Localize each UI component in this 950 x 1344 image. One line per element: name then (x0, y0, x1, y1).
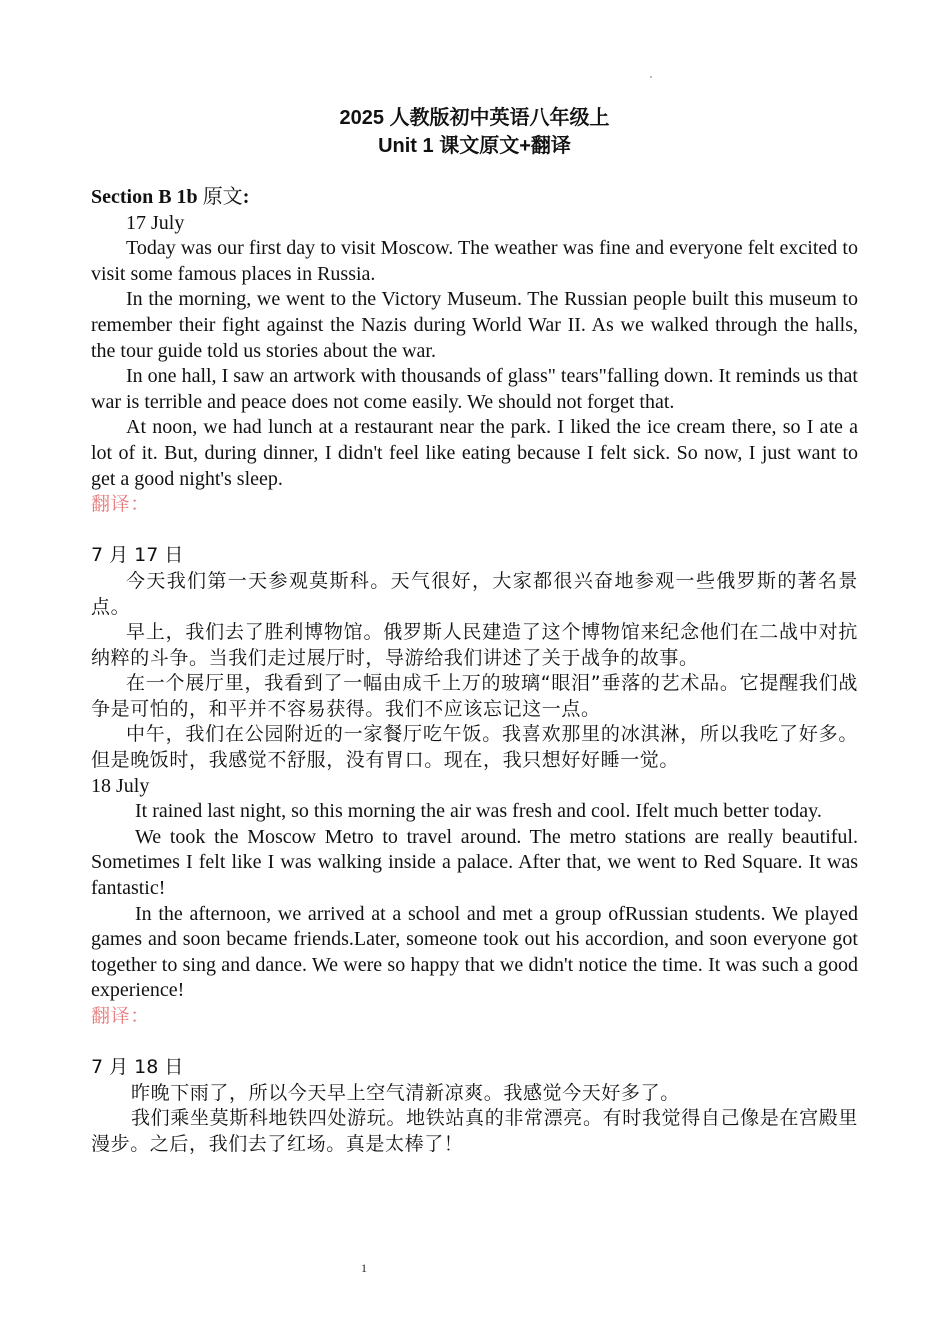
day1-translation-label: 翻译： (91, 493, 150, 516)
day1-paragraph-4: At noon, we had lunch at a restaurant near the park. I liked the ice cream there, so I ate a lot of it. But, during dinner, I didn't feel like eating because I felt sick. So now, I just want to get a good night's sleep. (91, 416, 858, 490)
day1-paragraph-1: Today was our first day to visit Moscow. The weather was fine and everyone felt excited to visit some famous places in Russia. (91, 237, 858, 285)
day2-cn-paragraph-1: 昨晚下雨了，所以今天早上空气清新凉爽。我感觉今天好多了。 (131, 1081, 680, 1104)
section-label (91, 185, 858, 211)
day2-paragraph-1: It rained last night, so this morning the air was fresh and cool. Ifelt much better today. (135, 800, 822, 823)
day2-paragraph-3: In the afternoon, we arrived at a school and met a group ofRussian students. We played games and soon became friends.Later, someone took out his accordion, and soon everyone got together to sing and dance. We were so happy that we didn't notice the time. It was such a good experience! (91, 902, 858, 1002)
day2-paragraph-2: We took the Moscow Metro to travel around. The metro stations are really beautiful. Sometimes I felt like I was walking inside a palace. After that, we went to Red Square. It was fantastic! (91, 825, 858, 900)
day1-cn-paragraph-2: 早上，我们去了胜利博物馆。俄罗斯人民建造了这个博物馆来纪念他们在二战中对抗纳粹的斗争。当我们走过展厅时，导游给我们讲述了关于战争的故事。 (91, 621, 858, 669)
day1-cn-paragraph-4: 中午，我们在公园附近的一家餐厅吃午饭。我喜欢那里的冰淇淋，所以我吃了好多。但是晚饭时，我感觉不舒服，没有胃口。现在，我只想好好睡一觉。 (91, 723, 858, 772)
day1-cn-paragraph-3: 在一个展厅里，我看到了一幅由成千上万的玻璃“眼泪”垂落的艺术品。它提醒我们战争是可怕的，和平并不容易获得。我们不应该忘记这一点。 (91, 672, 858, 720)
day1-date: 17 July (126, 211, 185, 234)
day2-translation-label: 翻译： (91, 1005, 150, 1027)
day1-cn-paragraph-1: 今天我们第一天参观莫斯科。天气很好，大家都很兴奋地参观一些俄罗斯的著名景点。 (91, 569, 858, 618)
day2-cn-date: 7 月 18 日 (91, 1056, 184, 1079)
document-title-line-1: 2025 人教版初中英语八年级上 (339, 107, 610, 129)
day1-cn-date: 7 月 17 日 (91, 544, 184, 567)
section-label-bold: Section B 1b (91, 186, 198, 208)
day1-paragraph-2: In the morning, we went to the Victory Museum. The Russian people built this museum to remember their fight against the Nazis during World War II. As we walked through the halls, the tour guide told us stories about the war. (91, 288, 858, 362)
document-page (91, 104, 858, 1158)
page-number: 1 (361, 1261, 367, 1275)
section-label-cn: 原文 (197, 186, 243, 208)
day2-cn-paragraph-2: 我们乘坐莫斯科地铁四处游玩。地铁站真的非常漂亮。有时我觉得自己像是在宫殿里漫步。之后，我们去了红场。真是太棒了！ (91, 1107, 858, 1155)
document-title-line-2: Unit 1 课文原文+翻译 (378, 135, 571, 157)
day2-date: 18 July (91, 774, 150, 797)
page-mark (650, 76, 652, 78)
day1-paragraph-3: In one hall, I saw an artwork with thousands of glass" tears"falling down. It reminds us that war is terrible and peace does not come easily. We should not forget that. (91, 365, 858, 413)
section-label-colon: : (242, 186, 250, 208)
